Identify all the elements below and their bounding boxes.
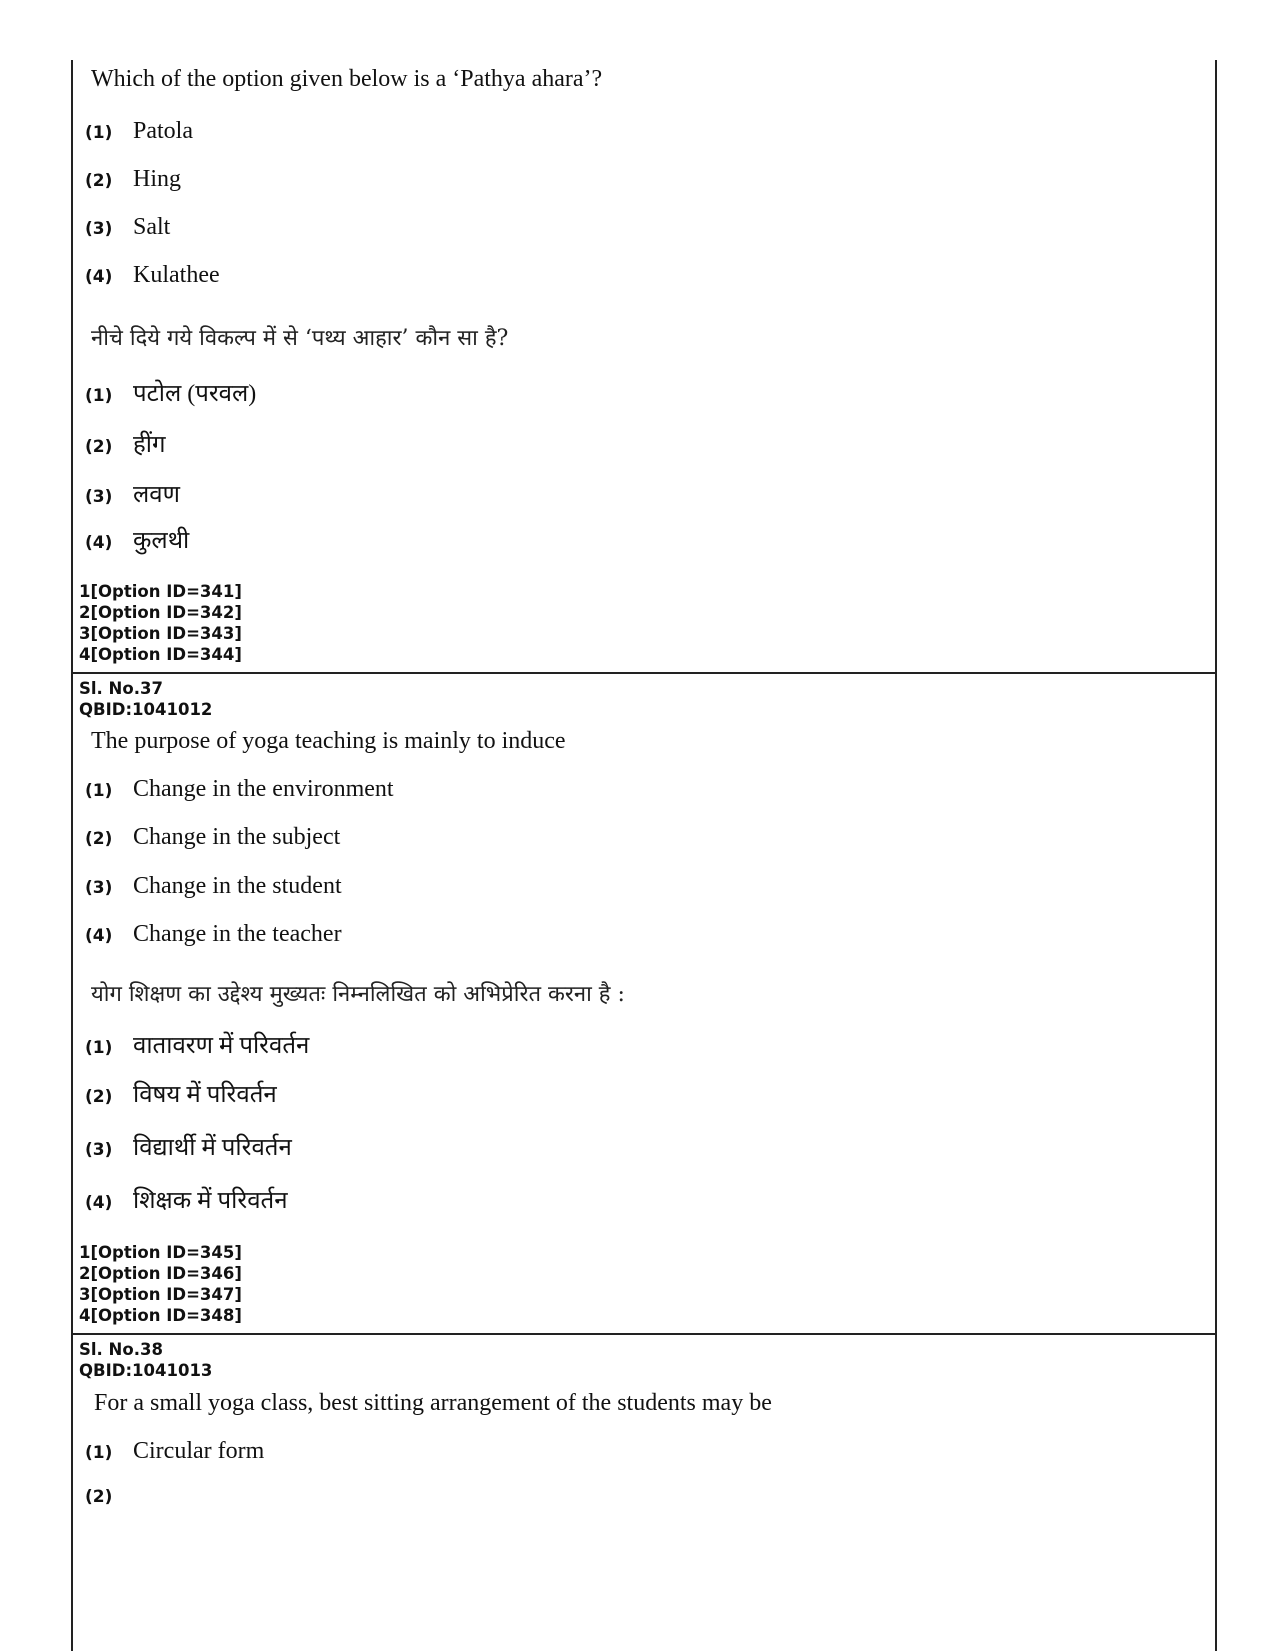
- option-hi-4: [85, 1183, 288, 1216]
- option-id: 3[Option ID=347]: [79, 1285, 242, 1304]
- option-number: (2): [85, 171, 113, 191]
- option-hi-2: [85, 427, 165, 460]
- question-text-en: The purpose of yoga teaching is mainly to induce: [91, 728, 566, 754]
- qbid: QBID:1041013: [79, 1361, 213, 1380]
- option-number: (3): [85, 219, 113, 239]
- option-text: Salt: [133, 214, 171, 240]
- serial-number: Sl. No.38: [79, 1340, 163, 1359]
- option-id-list: [79, 581, 242, 665]
- option-text: पटोल (परवल): [133, 381, 257, 407]
- question-divider: [73, 1333, 1215, 1335]
- option-text: Change in the student: [133, 873, 342, 899]
- option-text: विद्यार्थी में परिवर्तन: [133, 1135, 292, 1161]
- option-text: Change in the subject: [133, 824, 341, 850]
- option-number: (1): [85, 1443, 113, 1463]
- option-en-4: [85, 921, 342, 948]
- option-hi-1: [85, 376, 256, 409]
- option-id: 1[Option ID=345]: [79, 1243, 242, 1262]
- option-en-2: [85, 166, 181, 193]
- option-en-3: [85, 214, 170, 241]
- qbid: QBID:1041012: [79, 700, 213, 719]
- option-text: Hing: [133, 166, 181, 192]
- option-id: 1[Option ID=341]: [79, 582, 242, 601]
- option-en-2: [85, 1482, 133, 1509]
- option-number: (4): [85, 926, 113, 946]
- option-en-3: [85, 873, 342, 900]
- option-id-list: [79, 1242, 242, 1326]
- option-text: Circular form: [133, 1438, 265, 1464]
- option-hi-1: [85, 1028, 309, 1061]
- option-text: Kulathee: [133, 262, 220, 288]
- option-text: शिक्षक में परिवर्तन: [133, 1188, 288, 1214]
- option-number: (3): [85, 1140, 113, 1160]
- question-header: [79, 1339, 212, 1381]
- option-text: Change in the teacher: [133, 921, 342, 947]
- option-number: (3): [85, 878, 113, 898]
- question-divider: [73, 672, 1215, 674]
- option-en-1: [85, 776, 394, 803]
- option-text: Change in the environment: [133, 776, 394, 802]
- question-text-en: For a small yoga class, best sitting arrangement of the students may be: [94, 1390, 772, 1416]
- option-id: 4[Option ID=348]: [79, 1306, 242, 1325]
- option-text: विषय में परिवर्तन: [133, 1082, 277, 1108]
- option-text: कुलथी: [133, 528, 190, 554]
- serial-number: Sl. No.37: [79, 679, 163, 698]
- option-id: 3[Option ID=343]: [79, 624, 242, 643]
- option-text: वातावरण में परिवर्तन: [133, 1033, 310, 1059]
- option-en-1: [85, 1438, 264, 1465]
- question-header: [79, 678, 212, 720]
- option-hi-3: [85, 1130, 292, 1163]
- option-en-2: [85, 824, 340, 851]
- option-text: हींग: [133, 432, 166, 458]
- option-number: (1): [85, 781, 113, 801]
- option-id: 4[Option ID=344]: [79, 645, 242, 664]
- question-text-hi: योग शिक्षण का उद्देश्य मुख्यतः निम्नलिखित को अभिप्रेरित करना है :: [91, 982, 625, 1007]
- question-paper-frame: [71, 60, 1217, 1651]
- option-number: (1): [85, 386, 113, 406]
- option-number: (1): [85, 123, 113, 143]
- option-hi-3: [85, 477, 180, 510]
- option-number: (3): [85, 487, 113, 507]
- option-number: (2): [85, 1087, 113, 1107]
- option-hi-2: [85, 1077, 277, 1110]
- question-text-hi: नीचे दिये गये विकल्प में से ‘पथ्य आहार’ कौन सा है?: [91, 326, 509, 351]
- option-number: (2): [85, 437, 113, 457]
- option-text: लवण: [133, 482, 180, 508]
- option-hi-4: [85, 523, 189, 556]
- option-id: 2[Option ID=346]: [79, 1264, 242, 1283]
- question-text-en: Which of the option given below is a ‘Pathya ahara’?: [91, 66, 603, 92]
- option-en-4: [85, 262, 220, 289]
- option-id: 2[Option ID=342]: [79, 603, 242, 622]
- option-number: (4): [85, 533, 113, 553]
- option-number: (1): [85, 1038, 113, 1058]
- option-en-1: [85, 118, 193, 145]
- option-number: (4): [85, 267, 113, 287]
- option-text: Patola: [133, 118, 193, 144]
- option-number: (4): [85, 1193, 113, 1213]
- option-number: (2): [85, 829, 113, 849]
- option-number: (2): [85, 1487, 113, 1507]
